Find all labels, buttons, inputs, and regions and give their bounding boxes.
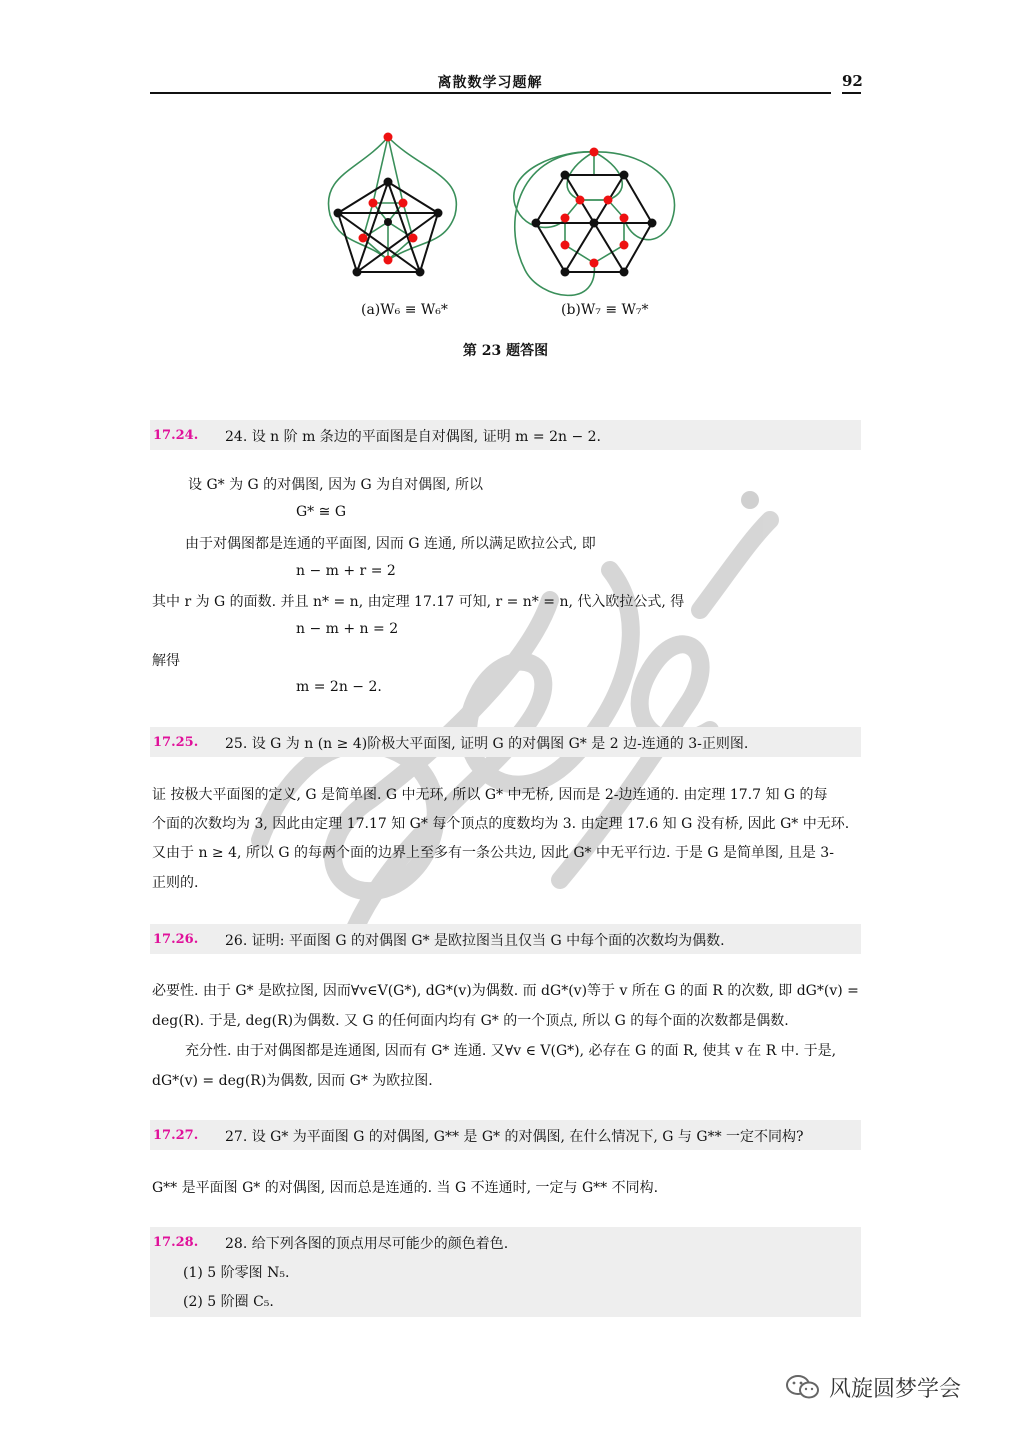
solution-line: 又由于 n ≥ 4, 所以 G 的每两个面的边界上至多有一条公共边, 因此 G* 中无平行边. 于是 G 是简单图, 且是 3- (152, 845, 834, 861)
exercise-statement: 28. 给下列各图的顶点用尽可能少的颜色着色. (225, 1236, 509, 1252)
exercise-number: 17.27. (153, 1128, 199, 1143)
exercise-statement: 25. 设 G 为 n (n ≥ 4)阶极大平面图, 证明 G 的对偶图 G* 是 2 边-连通的 3-正则图. (225, 736, 749, 752)
solution-line: 个面的次数均为 3, 因此由定理 17.17 知 G* 每个顶点的度数均为 3. 由定理 17.6 知 G 没有桥, 因此 G* 中无环. (152, 816, 850, 832)
equation: n − m + r = 2 (296, 563, 396, 579)
solution-line: 充分性. 由于对偶图都是连通图, 因而有 G* 连通. 又∀v ∈ V(G*), 必存在 G 的面 R, 使其 v 在 R 中. 于是, (185, 1043, 837, 1059)
solution-line: 必要性. 由于 G* 是欧拉图, 因而∀v∈V(G*), dG*(v)为偶数. 而 dG*(v)等于 v 所在 G 的面 R 的次数, 即 dG*(v) = (152, 983, 859, 999)
running-title: 离散数学习题解 (437, 75, 543, 91)
figure-caption: 第 23 题答图 (462, 343, 549, 359)
exercise-statement: 27. 设 G* 为平面图 G 的对偶图, G** 是 G* 的对偶图, 在什么情况下, G 与 G** 一定不同构? (225, 1129, 804, 1145)
equation: n − m + n = 2 (296, 621, 399, 637)
exercise-number: 17.28. (153, 1235, 199, 1250)
exercise-statement: 26. 证明: 平面图 G 的对偶图 G* 是欧拉图当且仅当 G 中每个面的次数均为偶数. (225, 933, 725, 949)
solution-line: 设 G* 为 G 的对偶图, 因为 G 为自对偶图, 所以 (188, 477, 484, 493)
solution-line: 证 按极大平面图的定义, G 是简单图. G 中无环, 所以 G* 中无桥, 因而是 2-边连通的. 由定理 17.7 知 G 的每 (152, 787, 828, 803)
exercise-17-26-box (150, 924, 861, 954)
solution-line: 解得 (152, 653, 180, 669)
exercise-item: (2) 5 阶圈 C₅. (183, 1294, 274, 1310)
wechat-icon (785, 1374, 821, 1400)
solution-line: G** 是平面图 G* 的对偶图, 因而总是连通的. 当 G 不连通时, 一定与 G** 不同构. (152, 1180, 659, 1196)
exercise-number: 17.24. (153, 428, 199, 443)
figure-b-caption: (b)W₇ ≡ W₇* (561, 302, 649, 318)
figure-a-caption: (a)W₆ ≡ W₆* (361, 302, 448, 318)
exercise-item: (1) 5 阶零图 N₅. (183, 1265, 290, 1281)
figure-a-w6-graph (318, 128, 468, 283)
solution-line: 由于对偶图都是连通的平面图, 因而 G 连通, 所以满足欧拉公式, 即 (185, 536, 596, 552)
footer-brand-name: 风旋圆梦学会 (829, 1377, 962, 1402)
footer-brand (785, 1372, 985, 1402)
equation: G* ≅ G (296, 504, 346, 520)
exercise-17-25-box (150, 727, 861, 757)
exercise-17-27-box (150, 1120, 861, 1150)
solution-line: 其中 r 为 G 的面数. 并且 n* = n, 由定理 17.17 可知, r = n* = n, 代入欧拉公式, 得 (152, 594, 685, 610)
exercise-17-28-box (150, 1227, 861, 1317)
exercise-statement: 24. 设 n 阶 m 条边的平面图是自对偶图, 证明 m = 2n − 2. (225, 429, 601, 445)
page-number-rule (842, 92, 861, 94)
equation: m = 2n − 2. (296, 679, 382, 695)
page-number: 92 (842, 72, 863, 90)
solution-line: 正则的. (152, 875, 199, 891)
exercise-17-24-box (150, 420, 861, 450)
figure-b-w7-graph (498, 140, 680, 300)
exercise-number: 17.25. (153, 735, 199, 750)
exercise-number: 17.26. (153, 932, 199, 947)
solution-line: dG*(v) = deg(R)为偶数, 因而 G* 为欧拉图. (152, 1073, 433, 1089)
solution-line: deg(R). 于是, deg(R)为偶数. 又 G 的任何面内均有 G* 的一个顶点, 所以 G 的每个面的次数都是偶数. (152, 1013, 789, 1029)
header-rule (150, 92, 831, 94)
